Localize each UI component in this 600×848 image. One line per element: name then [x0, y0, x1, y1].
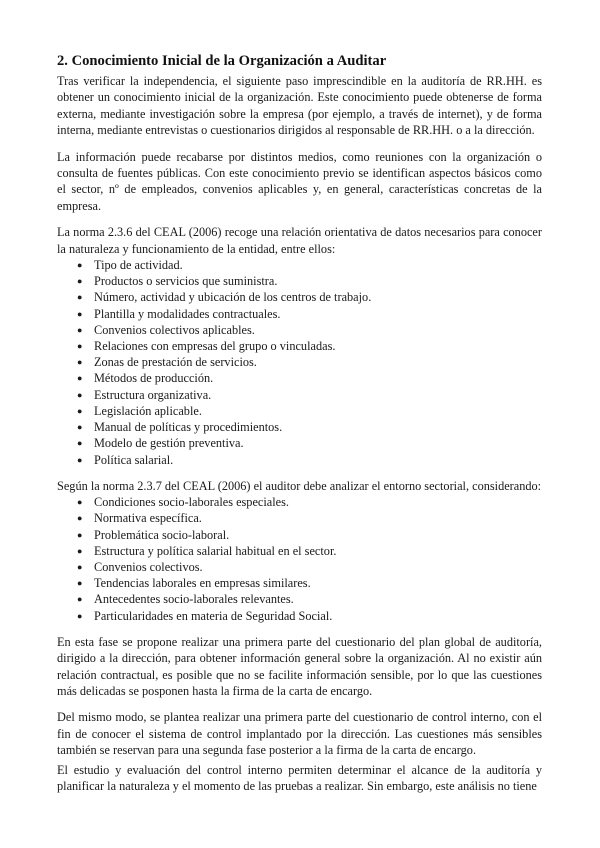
list-item: ● Modelo de gestión preventiva.	[77, 435, 542, 451]
section-heading: 2. Conocimiento Inicial de la Organización a Auditar	[57, 53, 387, 69]
list-item: ● Manual de políticas y procedimientos.	[77, 419, 542, 435]
paragraph-norma-237: Según la norma 2.3.7 del CEAL (2006) el auditor debe analizar el entorno sectorial, considerando:	[57, 478, 542, 493]
paragraph-global-plan: En esta fase se propone realizar una primera parte del cuestionario del plan global de auditoría, dirigido a la dirección, para obtener información general sobre la organización. Al no existir aún relación contractual, es posible que no se facilite información sensible, por lo que las cuestiones más delicadas se posponen hasta la firma de la carta de encargo.	[57, 634, 542, 698]
paragraph-evaluation: El estudio y evaluación del control interno permiten determinar el alcance de la auditoría y planificar la naturaleza y el momento de las pruebas a realizar. Sin embargo, este análisis no tiene	[57, 762, 542, 793]
list-item: ● Métodos de producción.	[77, 370, 542, 386]
paragraph-intro: Tras verificar la independencia, el siguiente paso imprescindible en la auditoría de RR.HH. es obtener un conocimiento inicial de la organización. Este conocimiento puede obtenerse de forma externa, mediante investigación sobre la empresa (por ejemplo, a través de internet), y de forma interna, mediante entrevistas o cuestionarios dirigidos al responsable de RR.HH. o a la dirección.	[57, 74, 542, 138]
list-item: ● Plantilla y modalidades contractuales.	[77, 306, 542, 322]
list-item: ● Normativa específica.	[77, 510, 542, 526]
list-item: ● Tendencias laborales en empresas similares.	[77, 575, 542, 591]
list-item: ● Condiciones socio-laborales especiales.	[77, 494, 542, 510]
bullet-list-sector	[57, 494, 542, 624]
list-item: ● Problemática socio-laboral.	[77, 527, 542, 543]
list-item: ● Estructura organizativa.	[77, 387, 542, 403]
list-item: ● Convenios colectivos.	[77, 559, 542, 575]
list-item: ● Particularidades en materia de Seguridad Social.	[77, 608, 542, 624]
list-item: ● Relaciones con empresas del grupo o vinculadas.	[77, 338, 542, 354]
list-item: ● Política salarial.	[77, 452, 542, 468]
paragraph-sources: La información puede recabarse por distintos medios, como reuniones con la organización o consulta de fuentes públicas. Con este conocimiento previo se identifican aspectos básicos como el sector, nº de empleados, convenios aplicables y, en general, características concretas de la empresa.	[57, 149, 542, 213]
list-item: ● Legislación aplicable.	[77, 403, 542, 419]
document-page	[57, 52, 542, 794]
paragraph-internal-control: Del mismo modo, se plantea realizar una primera parte del cuestionario de control interno, con el fin de conocer el sistema de control implantado por la dirección. Las cuestiones más sensibles también se reservan para una segunda fase posterior a la firma de la carta de encargo.	[57, 710, 542, 758]
list-item: ● Convenios colectivos aplicables.	[77, 322, 542, 338]
list-item: ● Tipo de actividad.	[77, 257, 542, 273]
list-item: ● Antecedentes socio-laborales relevantes.	[77, 591, 542, 607]
bullet-list-entity-data	[57, 257, 542, 468]
list-item: ● Estructura y política salarial habitual en el sector.	[77, 543, 542, 559]
paragraph-norma-236: La norma 2.3.6 del CEAL (2006) recoge una relación orientativa de datos necesarios para conocer la naturaleza y funcionamiento de la entidad, entre ellos:	[57, 225, 542, 256]
list-item: ● Número, actividad y ubicación de los centros de trabajo.	[77, 289, 542, 305]
list-item: ● Productos o servicios que suministra.	[77, 273, 542, 289]
list-item: ● Zonas de prestación de servicios.	[77, 354, 542, 370]
